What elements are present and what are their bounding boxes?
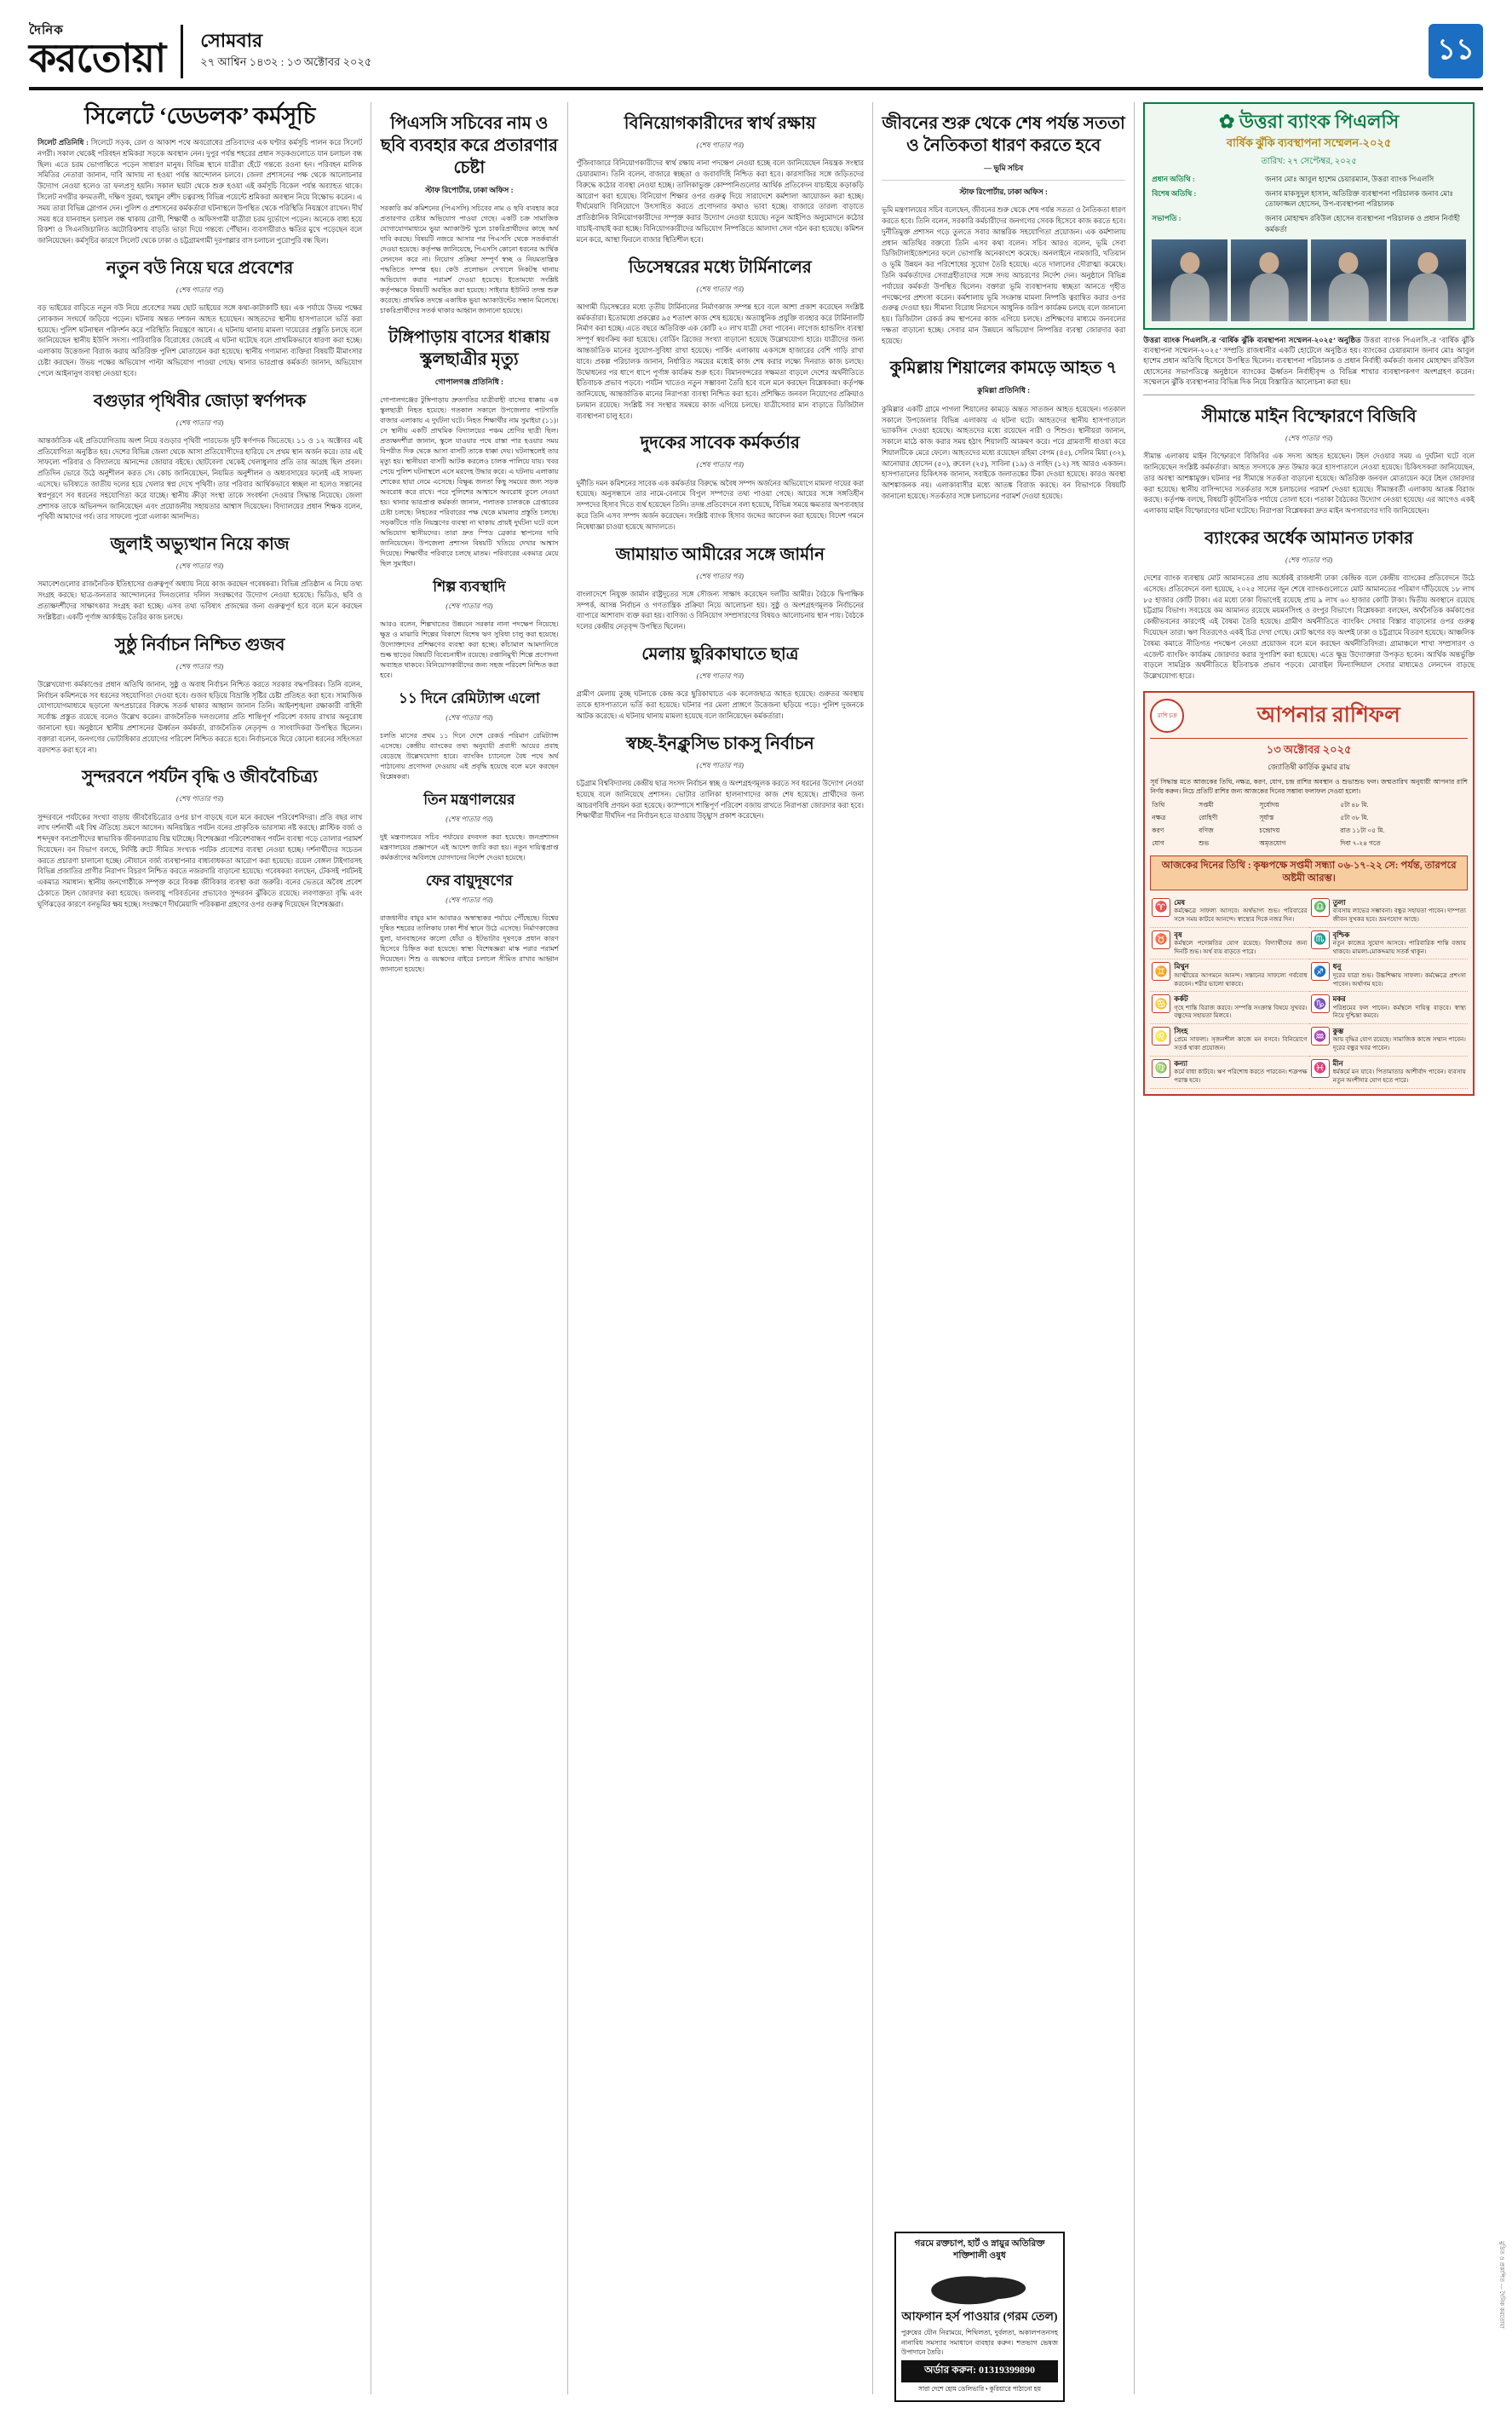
- event-title: বার্ষিক ঝুঁকি ব্যবস্থাপনা সম্মেলন-২০২৫: [1226, 136, 1392, 150]
- list-item: [1309, 992, 1468, 1024]
- scorpio-icon: ♏: [1311, 930, 1330, 949]
- byline: গোপালগঞ্জ প্রতিনিধি :: [434, 377, 503, 386]
- list-item: [1150, 959, 1308, 992]
- headline-psc-fraud: পিএসসি সচিবের নাম ও ছবি ব্যবহার করে প্রতারণার চেষ্টা: [380, 114, 558, 177]
- byline: স্টাফ রিপোর্টার, ঢাকা অফিস :: [959, 187, 1048, 196]
- issue-date: [183, 30, 371, 72]
- column-2: [371, 102, 566, 2394]
- article-text: দুর্নীতি দমন কমিশনের সাবেক এক কর্মকর্তার বিরুদ্ধে অবৈধ সম্পদ অর্জনের অভিযোগে মামলা দায়ের করা হয়েছে। অনুসন্ধানে তার নামে-বেনামে বিপুল সম্পদের তথ্য পাওয়া গেছে। আয়ের সঙ্গে সঙ্গতিহীন সম্পদের হিসাব দিতে ব্যর্থ হয়েছেন তিনি। তদন্ত প্রতিবেদনে বলা হয়েছে, বিভিন্ন সময়ে ক্ষমতার অপব্যবহার করে তিনি এসব সম্পদ অর্জন করেছেন। সংশ্লিষ্ট ব্যাংক হিসাব জব্দের আবেদন করা হয়েছে। বিদেশ গমনে নিষেধাজ্ঞা চাওয়া হয়েছে আদালতে।: [576, 479, 865, 531]
- jump-line: (শেষ পাতার পর): [175, 661, 224, 671]
- horse-illustration-icon: [925, 2266, 1035, 2307]
- sign-name: সিংহ: [1174, 1028, 1188, 1035]
- meta-key: তিথি: [1152, 800, 1165, 809]
- headline-jackal-bite: কুমিল্লায় শিয়ালের কামড়ে আহত ৭: [889, 359, 1118, 378]
- list-item: [1150, 928, 1308, 960]
- article-text: ভূমি মন্ত্রণালয়ের সচিব বলেছেন, জীবনের শুরু থেকে শেষ পর্যন্ত সততা ও নৈতিকতা ধারণ করতে হবে। তিনি বলেন, সরকারি কর্মচারীদের জনগণের সেবক হিসেবে কাজ করতে হবে। দুর্নীতিমুক্ত প্রশাসন গড়ে তুলতে সবার আন্তরিক সহযোগিতা প্রয়োজন। এক কর্মশালায় প্রধান অতিথির বক্তব্যে তিনি এসব কথা বলেন। সচিব আরও বলেন, ভূমি সেবা ডিজিটালাইজেশনের ফলে ভোগান্তি অনেকাংশে কমেছে। অনলাইনে নামজারি, খতিয়ান ও ভূমি উন্নয়ন কর পরিশোধের সুযোগ তৈরি হয়েছে। এতে দালালের দৌরাত্ম্য কমেছে। তিনি কর্মকর্তাদের সেবাগ্রহীতাদের সঙ্গে সদয় আচরণের নির্দেশ দেন। অনুষ্ঠানে বিভিন্ন পর্যায়ের কর্মকর্তা উপস্থিত ছিলেন। বক্তারা ভূমি ব্যবস্থাপনায় স্বচ্ছতা আনতে গৃহীত পদক্ষেপের প্রশংসা করেন। কর্মশালায় ভূমি সংক্রান্ত মামলা নিষ্পত্তি ত্বরান্বিত করার ওপর গুরুত্ব দেওয়া হয়। সীমানা বিরোধ নিরসনে আধুনিক জরিপ কার্যক্রম চলছে বলে জানানো হয়। ডিজিটাল রেকর্ড রুম স্থাপনের কাজ এগিয়ে চলছে। প্রশিক্ষণের মাধ্যমে জনবলের দক্ষতা বাড়ানো হচ্ছে। সেবার মান উন্নয়নে অভিযোগ নিষ্পত্তির ব্যবস্থা জোরদার করা হয়েছে।: [882, 206, 1126, 345]
- guest-row: [1152, 174, 1466, 184]
- guest-value: জনাব মোঃ আবুল হাশেম চেয়ারম্যান, উত্তরা ব্যাংক পিএলসি: [1265, 175, 1434, 184]
- article-text: চট্টগ্রাম বিশ্ববিদ্যালয় কেন্দ্রীয় ছাত্র সংসদ নির্বাচন স্বচ্ছ ও অংশগ্রহণমূলক করতে সব ধরনের উদ্যোগ নেওয়া হয়েছে বলে জানিয়েছে প্রশাসন। ভোটার তালিকা হালনাগাদের কাজ শেষ হয়েছে। প্রার্থীদের জন্য আচরণবিধি প্রণয়ন করা হয়েছে। ক্যাম্পাসে শান্তিপূর্ণ পরিবেশ বজায় রাখতে নিরাপত্তা জোরদার করা হবে। শিক্ষার্থীরা দীর্ঘদিন পর নির্বাচন হতে যাওয়ায় উচ্ছ্বাস প্রকাশ করেছেন।: [576, 780, 865, 821]
- horoscope-date: ১৩ অক্টোবর ২০২৫: [1266, 742, 1352, 756]
- cancer-icon: ♋: [1152, 994, 1170, 1013]
- article-body: [37, 138, 362, 247]
- column-1: [29, 102, 371, 2394]
- meta-key2: অমৃতযোগ: [1259, 838, 1286, 847]
- sign-text-wrap: [1333, 930, 1466, 957]
- guest-label: বিশেষ অতিথি :: [1152, 189, 1197, 199]
- sign-prediction: ধর্মকর্মে মন যাবে। পিতামাতার আশীর্বাদ পাবেন। ব্যবসায় নতুন অংশীদার যোগ হতে পারে।: [1332, 1069, 1466, 1084]
- guest-value: জনাব মাকসুদুল হাসান, অতিরিক্ত ব্যবস্থাপনা পরিচালক জনাব মোঃ তোফাজ্জল হোসেন, উপ-ব্যবস্থাপনা পরিচালক: [1265, 189, 1454, 209]
- list-item: [1150, 1024, 1308, 1057]
- meta-key: নক্ষত্র: [1152, 813, 1166, 821]
- subhead-sundarban: সুন্দরবনে পর্যটন বৃদ্ধি ও জীববৈচিত্র্য: [82, 768, 318, 787]
- speaker-photo: [1152, 239, 1227, 321]
- headline-air-pollution: ফের বায়ুদূষণের: [425, 873, 513, 890]
- meta-value2: রাত ১১টা ০৫ মি.: [1340, 826, 1385, 834]
- meta-value: রোহিণী: [1199, 813, 1218, 821]
- sign-name: মকর: [1332, 995, 1346, 1004]
- logo-kicker: দৈনিক: [29, 23, 64, 37]
- meta-key2: চন্দ্রোদয়: [1259, 826, 1280, 834]
- speaker-photo: [1390, 239, 1466, 321]
- headline-dudok: দুদকের সাবেক কর্মকর্তার: [640, 434, 800, 453]
- headline-bus-accident: টঙ্গিপাড়ায় বাসের ধাক্কায় স্কুলছাত্রীর মৃত্যু: [388, 328, 550, 369]
- subhead-july-uprising: জুলাই অভ্যুত্থান নিয়ে কাজ: [110, 535, 290, 555]
- logo-title: করতোয়া: [29, 36, 166, 80]
- headline-honesty: জীবনের শুরু থেকে শেষ পর্যন্ত সততা ও নৈতিকতা ধারণ করতে হবে: [882, 114, 1125, 155]
- guest-label: প্রধান অতিথি :: [1152, 175, 1195, 184]
- meta-key2: সূর্যাস্ত: [1259, 813, 1274, 821]
- headline-mela-stabbing: মেলায় ছুরিকাঘাতে ছাত্র: [641, 645, 799, 664]
- jump-line: (শেষ পাতার পর): [696, 141, 744, 149]
- guest-label: সভাপতি :: [1152, 214, 1181, 223]
- table-row: [1150, 838, 1468, 850]
- headline-ministries: তিন মন্ত্রণালয়ের: [423, 792, 515, 809]
- horoscope-tithi-band: আজকের দিনের তিথি : কৃষ্ণপক্ষে সপ্তমী সন্ধ্যা ০৬-১৭-২২ সে: পর্যন্ত, তারপরে অষ্টমী আরম্ভ।: [1150, 855, 1468, 890]
- article-text: সিলেটে সড়ক, রেল ও আকাশ পথে অবরোধের প্রতিবাদের এক ঘণ্টার কর্মসূচি পালন করে সিলেট নগরী। সকাল থেকেই পরিবহন শ্রমিকরা সড়কে অবস্থান নেন। দুপুর পর্যন্ত শহরের প্রধান সড়কগুলোতে যান চলাচল বন্ধ ছিল। এতে চরম ভোগান্তিতে পড়েন সাধারণ মানুষ। বিভিন্ন স্থানে যাত্রীরা হেঁটে গন্তব্যে রওনা হন। পরিবহন মালিক সমিতির নেতারা জানান, দাবি আদায় না হওয়া পর্যন্ত আন্দোলন চলবে। জেলা প্রশাসনের পক্ষ থেকে আলোচনার উদ্যোগ নেওয়া হলেও তা ফলপ্রসূ হয়নি। সকাল ছয়টা থেকে শুরু হওয়া এই কর্মসূচি বিকেল পর্যন্ত অব্যাহত থাকে। সিলেট নগরীর কদমতলী, দক্ষিণ সুরমা, হুমায়ুন রশীদ চত্বরসহ বিভিন্ন পয়েন্টে শ্রমিকরা অবস্থান নিয়ে বিক্ষোভ করেন। এ সময় তারা বিভিন্ন স্লোগান দেন। পুলিশ ও প্রশাসনের কর্মকর্তারা ঘটনাস্থলে উপস্থিত থেকে পরিস্থিতি নিয়ন্ত্রণে রাখেন। দীর্ঘ সময় ধরে যানবাহন চলাচল বন্ধ থাকায় রোগী, শিক্ষার্থী ও অফিসগামী যাত্রীরা চরম দুর্ভোগে পড়েন। অনেকে বাধ্য হয়ে রিকশা ও সিএনজিচালিত অটোরিকশায় বাড়তি ভাড়া দিয়ে গন্তব্যে পৌঁছান। ব্যবসায়ীরাও ক্ষতির মুখে পড়েছেন বলে জানিয়েছেন। কর্মসূচির কারণে সিলেট থেকে ঢাকা ও চট্টগ্রামগামী দূরপাল্লার বাস চলাচল পুরোপুরি বন্ধ ছিল।: [37, 139, 363, 245]
- jump-line: (শেষ পাতার পর): [696, 460, 744, 469]
- headline-investors: বিনিয়োগকারীদের স্বার্থ রক্ষায়: [624, 114, 816, 133]
- byline: কুমিল্লা প্রতিনিধি :: [977, 386, 1031, 395]
- column-3: [567, 102, 872, 2394]
- horoscope-title: আপনার রাশিফল: [1256, 703, 1400, 727]
- issue-date-line: ২৭ আশ্বিন ১৪৩২ : ১৩ অক্টোবর ২০২৫: [200, 55, 372, 69]
- classified-advertisement[interactable]: [894, 2232, 1065, 2402]
- jump-line: (শেষ পাতার পর): [175, 562, 224, 571]
- article-text: সরকারি কর্ম কমিশনের (পিএসসি) সচিবের নাম ও ছবি ব্যবহার করে প্রতারণার চেষ্টার অভিযোগ পাওয়া গেছে। একটি চক্র সামাজিক যোগাযোগমাধ্যমে ভুয়া অ্যাকাউন্ট খুলে চাকরিপ্রার্থীদের কাছে অর্থ দাবি করছে। বিষয়টি নজরে আসার পর পিএসসি থেকে সতর্কবার্তা দেওয়া হয়েছে। কর্তৃপক্ষ জানিয়েছে, পিএসসি কোনো ধরনের আর্থিক লেনদেন করে না। নিয়োগ প্রক্রিয়া সম্পূর্ণ স্বচ্ছ ও নিয়মতান্ত্রিক পদ্ধতিতে সম্পন্ন হয়। কেউ প্রলোভন দেখালে নিকটস্থ থানায় অভিযোগ করার পরামর্শ দেওয়া হয়েছে। ইতোমধ্যে সংশ্লিষ্ট কর্তৃপক্ষকে বিষয়টি অবহিত করা হয়েছে। সাইবার ইউনিট তদন্ত শুরু করেছে। প্রাথমিক তদন্তে একাধিক ভুয়া অ্যাকাউন্টের সন্ধান মিলেছে। চাকরিপ্রার্থীদের সতর্ক থাকার আহ্বান জানানো হয়েছে।: [380, 205, 559, 314]
- sign-name: মেষ: [1174, 898, 1185, 907]
- list-item: [1309, 928, 1468, 960]
- page-title: সিলেটে ‘ডেডলক’ কর্মসূচি: [84, 103, 315, 129]
- taurus-icon: ♉: [1152, 930, 1170, 949]
- sign-name: ধনু: [1332, 963, 1342, 971]
- sign-name: কন্যা: [1174, 1059, 1188, 1068]
- libra-icon: ♎: [1311, 898, 1330, 917]
- bank-advertisement[interactable]: [1143, 102, 1475, 330]
- article-text: গোপালগঞ্জের টুঙ্গিপাড়ায় দ্রুতগতির যাত্রীবাহী বাসের ধাক্কায় এক স্কুলছাত্রী নিহত হয়েছে। গতকাল সকালে উপজেলার পাটগাতি বাজার এলাকায় এ দুর্ঘটনা ঘটে। নিহত শিক্ষার্থীর নাম সুমাইয়া (১১)। সে স্থানীয় একটি প্রাথমিক বিদ্যালয়ের পঞ্চম শ্রেণির ছাত্রী ছিল। প্রত্যক্ষদর্শীরা জানান, স্কুলে যাওয়ার পথে রাস্তা পার হওয়ার সময় বিপরীত দিক থেকে আসা বাসটি তাকে ধাক্কা দেয়। ঘটনাস্থলেই তার মৃত্যু হয়। স্থানীয়রা বাসটি আটক করলেও চালক পালিয়ে যায়। খবর পেয়ে পুলিশ ঘটনাস্থলে এসে মরদেহ উদ্ধার করে। এ ঘটনায় এলাকায় শোকের ছায়া নেমে এসেছে। বিক্ষুব্ধ জনতা কিছু সময়ের জন্য সড়ক অবরোধ করে রাখে। পরে পুলিশের আশ্বাসে অবরোধ তুলে নেওয়া হয়। থানার ভারপ্রাপ্ত কর্মকর্তা জানান, পলাতক চালককে গ্রেপ্তারের চেষ্টা চলছে। নিহতের পরিবারের পক্ষ থেকে মামলার প্রস্তুতি চলছে। সড়কটিতে গতি নিয়ন্ত্রণের ব্যবস্থা না থাকায় প্রায়ই দুর্ঘটনা ঘটে বলে অভিযোগ স্থানীয়দের। তারা দ্রুত স্পিড ব্রেকার স্থাপনের দাবি জানিয়েছেন। উপজেলা প্রশাসন বিষয়টি খতিয়ে দেখার আশ্বাস দিয়েছে। শিক্ষার্থীর পরিবারে চলছে মাতম। পরিবারের একমাত্র মেয়ে ছিল সুমাইয়া।: [380, 396, 559, 567]
- horoscope-meta-table: [1150, 799, 1468, 850]
- headline-bank-deposit: ব্যাংকের অর্ধেক আমানত ঢাকার: [1204, 528, 1414, 548]
- sign-prediction: কর্মে বাধা কাটবে। ঋণ পরিশোধ করতে পারবেন। শত্রুপক্ষ পরাস্ত হবে।: [1174, 1069, 1308, 1084]
- virgo-icon: ♍: [1152, 1059, 1170, 1078]
- sign-text-wrap: [1174, 898, 1307, 925]
- ad-phone-button[interactable]: অর্ডার করুন: 01319399890: [901, 2360, 1058, 2382]
- leo-icon: ♌: [1152, 1027, 1170, 1046]
- list-item: [1150, 896, 1308, 928]
- jump-line: (শেষ পাতার পর): [446, 896, 493, 905]
- sign-prediction: কর্মস্থলে পদোন্নতির যোগ রয়েছে। বিদ্যার্থীদের জন্য দিনটি শুভ। অর্থ ব্যয় বাড়তে পারে।: [1174, 940, 1308, 955]
- jump-line: (শেষ পাতার পর): [175, 285, 224, 294]
- sign-name: মীন: [1332, 1059, 1343, 1068]
- subhead-gold-medal: বগুড়ার পৃথিবীর জোড়া স্বর্ণপদক: [93, 391, 307, 411]
- photo-strip: [1152, 239, 1466, 321]
- sign-text-wrap: [1174, 962, 1307, 988]
- column-4: [872, 102, 1134, 2394]
- photo-caption: [1143, 335, 1475, 388]
- speaker-photo: [1311, 239, 1387, 321]
- sign-name: তুলা: [1332, 898, 1346, 907]
- article-text: আরও বলেন, শিল্পখাতের উন্নয়নে সরকার নানা পদক্ষেপ নিয়েছে। ক্ষুদ্র ও মাঝারি শিল্পের বিকাশে বিশেষ ঋণ সুবিধা চালু করা হয়েছে। উদ্যোক্তাদের প্রশিক্ষণের ব্যবস্থা করা হচ্ছে। কাঁচামাল আমদানিতে শুল্ক ছাড়ের বিষয়টি বিবেচনাধীন রয়েছে। রপ্তানিমুখী শিল্পে প্রণোদনা অব্যাহত থাকবে। বিনিয়োগকারীদের জন্য সহজ পরিবেশ নিশ্চিত করা হবে।: [380, 620, 559, 680]
- ad-description: পুরুষের যৌন নিরাময়ে, শিথিলতা, দুর্বলতা, অকালপতনসহ নানাবিধ সমস্যার সমাধানে ব্যবহার করুন। শতভাগ ভেষজ উপাদানে তৈরি।: [901, 2329, 1058, 2356]
- sign-prediction: আত্মীয়ের আগমনে আনন্দ। সন্তানের সাফল্যে গর্ববোধ করবেন। শরীর ভালো থাকবে।: [1174, 971, 1308, 988]
- sign-text-wrap: [1174, 1059, 1307, 1086]
- sign-text-wrap: [1333, 898, 1466, 925]
- sign-text-wrap: [1174, 994, 1307, 1021]
- list-item: [1309, 896, 1468, 928]
- headline-chaksu-election: স্বচ্ছ-ইনক্লুসিভ চাকসু নির্বাচন: [625, 734, 814, 753]
- sign-prediction: কর্মক্ষেত্রে সাফল্য আসবে। অর্থভাগ্য শুভ। পরিবারের সঙ্গে সময় কাটবে আনন্দে। স্বাস্থ্যের দিকে নজর দিন।: [1174, 907, 1308, 923]
- jump-line: (শেষ পাতার পর): [446, 602, 493, 611]
- meta-key: করণ: [1152, 826, 1164, 834]
- article-text: রাজধানীর বায়ুর মান আবারও অস্বাস্থ্যকর পর্যায়ে পৌঁছেছে। বিশ্বের দূষিত শহরের তালিকায় ঢাকা শীর্ষ স্থানে উঠে এসেছে। নির্মাণকাজের ধুলা, যানবাহনের কালো ধোঁয়া ও ইটভাটার দূষণকে প্রধান কারণ হিসেবে চিহ্নিত করা হয়েছে। স্বাস্থ্য বিশেষজ্ঞরা মাস্ক পরার পরামর্শ দিয়েছেন। শিশু ও বয়স্কদের বাইরে চলাচল সীমিত রাখার আহ্বান জানানো হয়েছে।: [380, 914, 559, 974]
- aries-icon: ♈: [1152, 898, 1170, 917]
- capricorn-icon: ♑: [1311, 994, 1330, 1013]
- headline-terminal: ডিসেম্বরের মধ্যে টার্মিনালের: [628, 257, 812, 277]
- jump-line: (শেষ পাতার পর): [696, 671, 744, 680]
- list-item: [1150, 1057, 1308, 1089]
- sign-text-wrap: [1174, 930, 1307, 957]
- subhead-new-bride: নতুন বউ নিয়ে ঘরে প্রবেশের: [106, 258, 294, 278]
- jump-line: (শেষ পাতার পর): [446, 713, 493, 723]
- article-text: দেশের ব্যাংক ব্যবস্থায় মোট আমানতের প্রায় অর্ধেকই রাজধানী ঢাকা কেন্দ্রিক বলে কেন্দ্রীয় ব্যাংকের প্রতিবেদনে উঠে এসেছে। প্রতিবেদনে বলা হয়েছে, ২০২৫ সালের জুন শেষে ব্যাংকগুলোতে মোট আমানতের পরিমাণ দাঁড়িয়েছে ১৮ লাখ ৮৫ হাজার কোটি টাকা। এর মধ্যে ঢাকা বিভাগেই রয়েছে প্রায় ৯ লাখ ৬০ হাজার কোটি টাকা। দ্বিতীয় অবস্থানে রয়েছে চট্টগ্রাম বিভাগ। সবচেয়ে কম আমানত রয়েছে ময়মনসিংহ ও রংপুর বিভাগে। বিশ্লেষকরা বলছেন, অর্থনৈতিক কর্মকাণ্ডের কেন্দ্রীভবনের কারণেই এই বৈষম্য তৈরি হয়েছে। গ্রামীণ অর্থনীতিতে ব্যাংকিং সেবার বিস্তার বাড়ানোর ওপর গুরুত্ব দিয়েছেন তারা। ঋণ বিতরণেও একই চিত্র দেখা গেছে। মোট ঋণের বড় অংশই ঢাকা ও চট্টগ্রামে বিতরণ হয়েছে। আঞ্চলিক বৈষম্য কমাতে নীতিগত পদক্ষেপ নেওয়া প্রয়োজন বলে মনে করছেন অর্থনীতিবিদরা। গ্রামাঞ্চলে শাখা সম্প্রসারণ ও এজেন্ট ব্যাংকিং কার্যক্রম জোরদার করার সুপারিশ করা হয়েছে। এতে ক্ষুদ্র উদ্যোক্তারা উপকৃত হবেন। আর্থিক অন্তর্ভুক্তি বাড়লে সামগ্রিক অর্থনীতিতে ইতিবাচক প্রভাব পড়বে। মোবাইল ফিন্যান্সিয়াল সেবার মাধ্যমেও লেনদেন বাড়ছে উল্লেখযোগ্য হারে।: [1143, 574, 1475, 681]
- article-text: উল্লেখযোগ্য কর্মকাণ্ডের প্রধান অতিথি জানান, সুষ্ঠু ও অবাধ নির্বাচন নিশ্চিত করতে সরকার বদ্ধপরিকর। তিনি বলেন, নির্বাচন কমিশনকে সব ধরনের সহযোগিতা দেওয়া হবে। গুজব ছড়িয়ে বিভ্রান্তি সৃষ্টির চেষ্টা প্রতিহত করা হবে। সামাজিক যোগাযোগমাধ্যমে ছড়ানো অপপ্রচারের বিরুদ্ধে সতর্ক থাকার আহ্বান জানান তিনি। আইনশৃঙ্খলা রক্ষাকারী বাহিনী সর্বোচ্চ প্রস্তুত রয়েছে বলেও উল্লেখ করেন। রাজনৈতিক দলগুলোর প্রতি শান্তিপূর্ণ পরিবেশ বজায় রাখার অনুরোধ জানানো হয়। অনুষ্ঠানে স্থানীয় প্রশাসনের ঊর্ধ্বতন কর্মকর্তা, রাজনৈতিক নেতৃবৃন্দ ও সাংবাদিকরা উপস্থিত ছিলেন। বক্তারা বলেন, জনগণের ভোটাধিকার প্রয়োগের পরিবেশ নিশ্চিত করতে হবে। নির্বাচনকে ঘিরে কোনো ধরনের সহিংসতা বরদাশত করা হবে না।: [37, 680, 363, 754]
- article-text: গ্রামীণ মেলায় তুচ্ছ ঘটনাকে কেন্দ্র করে ছুরিকাঘাতে এক কলেজছাত্র আহত হয়েছে। গুরুতর অবস্থায় তাকে হাসপাতালে ভর্তি করা হয়েছে। ঘটনার পর মেলা প্রাঙ্গণে উত্তেজনা ছড়িয়ে পড়ে। পুলিশ দুজনকে আটক করেছে। এ ঘটনায় থানায় মামলা হয়েছে বলে জানিয়েছেন কর্মকর্তারা।: [576, 690, 865, 720]
- article-text: বড় ভাইয়ের বাড়িতে নতুন বউ নিয়ে প্রবেশের সময় ছোট ভাইয়ের সঙ্গে কথা-কাটাকাটি হয়। এক পর্যায়ে উভয় পক্ষের লোকজন সংঘর্ষে জড়িয়ে পড়েন। ঘটনায় অন্তত দশজন আহত হয়েছেন। আহতদের স্থানীয় হাসপাতালে ভর্তি করা হয়েছে। পুলিশ ঘটনাস্থল পরিদর্শন করে পরিস্থিতি নিয়ন্ত্রণে আনে। এ ঘটনায় থানায় মামলা দায়েরের প্রস্তুতি চলছে বলে জানিয়েছেন স্থানীয় ইউপি সদস্য। পারিবারিক বিরোধের জেরেই এ ঘটনা ঘটেছে বলে প্রাথমিকভাবে ধারণা করা হচ্ছে। এলাকায় উত্তেজনা বিরাজ করায় অতিরিক্ত পুলিশ মোতায়েন করা হয়েছে। স্থানীয় গণ্যমান্য ব্যক্তিরা বিষয়টি মীমাংসার চেষ্টা করছেন। উভয় পক্ষের অভিযোগ পাল্টা অভিযোগ পাওয়া গেছে। থানার ভারপ্রাপ্ত কর্মকর্তা জানান, অভিযোগ পেলে আইনানুগ ব্যবস্থা নেওয়া হবে।: [37, 304, 363, 377]
- horoscope-header: [1150, 698, 1468, 739]
- sign-name: মিথুন: [1174, 963, 1189, 971]
- sign-text-wrap: [1333, 994, 1466, 1021]
- jump-line: (শেষ পাতার পর): [1285, 433, 1333, 442]
- horoscope-box: [1143, 691, 1475, 1096]
- sign-prediction: আয় বৃদ্ধির যোগ রয়েছে। সামাজিক কাজে সম্মান পাবেন। দূরের বন্ধুর খবর পাবেন।: [1332, 1036, 1466, 1052]
- meta-key: যোগ: [1152, 838, 1164, 847]
- article-text: আন্তর্জাতিক এই প্রতিযোগিতায় অংশ নিয়ে বগুড়ার পৃথিবী পারভেজ দুটি স্বর্ণপদক জিতেছে। ১১ ও ১২ অক্টোবর এই প্রতিযোগিতা অনুষ্ঠিত হয়। দেশের বিভিন্ন জেলা থেকে আসা প্রতিযোগীদের হারিয়ে সে প্রথম স্থান অর্জন করে। তার এই সাফল্যে পরিবার ও বিদ্যালয়ে আনন্দের জোয়ার বইছে। ছোটবেলা থেকেই খেলাধুলার প্রতি তার আগ্রহ ছিল প্রবল। প্রতিদিন ভোরে উঠে অনুশীলন করত সে। কোচ জানিয়েছেন, নিয়মিত অনুশীলন ও অধ্যবসায়ের ফলেই এই সাফল্য এসেছে। ভবিষ্যতে জাতীয় দলের হয়ে খেলার স্বপ্ন দেখে পৃথিবী। তার পরিবার আর্থিকভাবে স্বচ্ছল না হলেও সন্তানের স্বপ্নপূরণে সব ধরনের সহযোগিতা করে যাচ্ছে। স্থানীয় ক্রীড়া সংস্থা তাকে সংবর্ধনা দেওয়ার সিদ্ধান্ত নিয়েছে। জেলা প্রশাসক তাকে অভিনন্দন জানিয়েছেন এবং প্রয়োজনীয় সহায়তার আশ্বাস দিয়েছেন। বিদ্যালয়ের প্রধান শিক্ষক বলেন, পৃথিবী আমাদের গর্ব। তার সাফল্যে পুরো এলাকা আনন্দিত।: [37, 436, 363, 521]
- sign-prediction: ব্যবসায় লাভের সম্ভাবনা। বন্ধুর সহায়তা পাবেন। দাম্পত্য জীবন সুখকর হবে। ভ্রমণযোগ আছে।: [1332, 907, 1466, 923]
- meta-value: শুভ: [1199, 838, 1210, 847]
- sign-name: কর্কট: [1174, 995, 1188, 1004]
- ad-product-name: আফগান হর্স পাওয়ার (গরম তেল): [901, 2311, 1058, 2324]
- table-row: [1150, 812, 1468, 825]
- attribution: — ভূমি সচিব: [984, 164, 1024, 172]
- jump-line: (শেষ পাতার পর): [175, 418, 224, 427]
- horoscope-author: জ্যোতিষী কার্তিক কুমার রায়: [1268, 762, 1351, 771]
- guest-row: [1152, 213, 1466, 233]
- headline-bgb-mine: সীমান্তে মাইন বিস্ফোরণে বিজিবি: [1201, 406, 1417, 426]
- print-imprint: মুদ্রিত ও প্রকাশিত — দৈনিক করতোয়া: [1498, 2241, 1505, 2329]
- article-text: বাংলাদেশে নিযুক্ত জার্মান রাষ্ট্রদূতের সঙ্গে সৌজন্য সাক্ষাৎ করেছেন দলটির আমীর। বৈঠকে দ্বিপাক্ষিক সম্পর্ক, আসন্ন নির্বাচন ও গণতান্ত্রিক প্রক্রিয়া নিয়ে আলোচনা হয়। সুষ্ঠু ও অংশগ্রহণমূলক নির্বাচনের ব্যাপারে আশাবাদ ব্যক্ত করা হয়। বাণিজ্য ও বিনিয়োগ সম্প্রসারণের বিষয়ও আলোচনায় স্থান পায়। বৈঠকে দলের কেন্দ্রীয় নেতৃবৃন্দ উপস্থিত ছিলেন।: [576, 590, 865, 631]
- sign-text-wrap: [1333, 1027, 1466, 1053]
- ad-delivery-note: সারা দেশে হোম ডেলিভারি • কুরিয়ারে পাঠানো হয়: [918, 2385, 1041, 2393]
- article-text: সমাবেশগুলোর রাজনৈতিক ইতিহাসের গুরুত্বপূর্ণ অধ্যায় নিয়ে কাজ করছেন গবেষকরা। বিভিন্ন প্রতিষ্ঠান এ নিয়ে তথ্য সংগ্রহ করছে। ছাত্র-জনতার আন্দোলনের দিনগুলোর দলিল সংরক্ষণের উদ্যোগ নেওয়া হয়েছে। ভিডিও, ছবি ও প্রত্যক্ষদর্শীদের সাক্ষাৎকার সংগ্রহ করা হচ্ছে। এসব তথ্য ভবিষ্যৎ প্রজন্মের জন্য গুরুত্বপূর্ণ হবে বলে মনে করছেন সংশ্লিষ্টরা। একটি পূর্ণাঙ্গ আর্কাইভ তৈরির কাজ চলছে।: [37, 580, 363, 621]
- sign-text-wrap: [1333, 1059, 1466, 1086]
- sign-name: বৃষ: [1174, 930, 1182, 939]
- pisces-icon: ♓: [1311, 1059, 1330, 1078]
- list-item: [1150, 992, 1308, 1024]
- caption-body: উত্তরা ব্যাংক পিএলসি.-র ‘বার্ষিক ঝুঁকি ব্যবস্থাপনা সম্মেলন-২০২৫’ সম্প্রতি রাজধানীর একটি হোটেলে অনুষ্ঠিত হয়। ব্যাংকের চেয়ারম্যান জনাব মোঃ আবুল হাশেম প্রধান অতিথি হিসেবে উপস্থিত ছিলেন। ব্যবস্থাপনা পরিচালক ও প্রধান নির্বাহী কর্মকর্তা জনাব মোহাম্মদ রবিউল হোসেনের সভাপতিত্বে অনুষ্ঠানে ব্যাংকের ঊর্ধ্বতন নির্বাহীবৃন্দ ও বিভিন্ন শাখার ব্যবস্থাপকগণ অংশগ্রহণ করেন। সম্মেলনে ঝুঁকি ব্যবস্থাপনার বিভিন্ন দিক নিয়ে বিস্তারিত আলোচনা করা হয়।: [1143, 335, 1475, 387]
- sign-prediction: দূরের যাত্রা শুভ। উচ্চশিক্ষায় সাফল্য। কর্মক্ষেত্রে প্রশংসা পাবেন। অর্থাগম হবে।: [1332, 971, 1466, 988]
- zodiac-sign-list: [1150, 896, 1468, 1089]
- sign-prediction: প্রেমে সাফল্য। সৃজনশীল কাজে মন বসবে। বিনিয়োগে সতর্ক থাকা প্রয়োজন।: [1174, 1036, 1308, 1052]
- jump-line: (শেষ পাতার পর): [696, 284, 744, 293]
- headline-jamaat-german: জামায়াত আমীরের সঙ্গে জার্মান: [615, 544, 825, 564]
- meta-value2: ৫টা ৩৮ মি.: [1340, 813, 1369, 821]
- subhead-fair-election: সুষ্ঠু নির্বাচন নিশ্চিত গুজব: [114, 635, 285, 654]
- article-text: সুন্দরবনে পর্যটকের সংখ্যা বাড়ায় জীববৈচিত্র্যের ওপর চাপ বাড়ছে বলে মনে করছেন পরিবেশবিদরা। প্রতি বছর লাখ লাখ দর্শনার্থী এই বিশ্ব ঐতিহ্যে ভ্রমণে আসেন। অনিয়ন্ত্রিত পর্যটন বনের প্রাকৃতিক ভারসাম্য নষ্ট করছে। প্লাস্টিক বর্জ্য ও শব্দদূষণ বন্যপ্রাণীদের স্বাভাবিক জীবনযাত্রায় বিঘ্ন ঘটাচ্ছে। বিশেষজ্ঞরা পরিবেশবান্ধব পর্যটন ব্যবস্থা গড়ে তোলার পরামর্শ দিয়েছেন। বন বিভাগ বলছে, নির্দিষ্ট রুটে সীমিত সংখ্যক পর্যটক প্রবেশের ব্যবস্থা নেওয়া হচ্ছে। দর্শনার্থীদের সচেতন করতে প্রচারণা চালানো হচ্ছে। নৌযানে বর্জ্য ব্যবস্থাপনার বাধ্যবাধকতা আরোপ করা হয়েছে। রয়েল বেঙ্গল টাইগারসহ বিভিন্ন প্রজাতির প্রাণীর নিরাপদ বিচরণ নিশ্চিত করতে নজরদারি বাড়ানো হয়েছে। গবেষকরা বলছেন, টেকসই পর্যটনই একমাত্র সমাধান। স্থানীয় জনগোষ্ঠীকে সম্পৃক্ত করে বিকল্প জীবিকার ব্যবস্থা করা জরুরি। বনের ভেতরে অবৈধ প্রবেশ ঠেকাতে টহল জোরদার করা হয়েছে। জলবায়ু পরিবর্তনের প্রভাবেও সুন্দরবন ঝুঁকিতে রয়েছে। লবণাক্ততা বৃদ্ধি এবং ঘূর্ণিঝড়ের কারণে বনভূমির ক্ষয় হচ্ছে। সংরক্ষণে দীর্ঘমেয়াদি পরিকল্পনা গ্রহণের ওপর গুরুত্ব দিয়েছেন বিশেষজ্ঞরা।: [37, 813, 363, 908]
- article-text: দুই মন্ত্রণালয়ের সচিব পর্যায়ের রদবদল করা হয়েছে। জনপ্রশাসন মন্ত্রণালয়ের প্রজ্ঞাপনে এই আদেশ জারি করা হয়। নতুন দায়িত্বপ্রাপ্ত কর্মকর্তাদের অবিলম্বে যোগদানের নির্দেশ দেওয়া হয়েছে।: [380, 833, 559, 862]
- newspaper-logo: [29, 25, 183, 78]
- flower-logo-icon: ✿: [1218, 111, 1235, 132]
- zodiac-seal-icon: রাশি চক্র: [1150, 699, 1184, 733]
- headline-industry: শিল্প ব্যবস্থাদি: [433, 579, 506, 595]
- guest-row: [1152, 188, 1466, 209]
- gemini-icon: ♊: [1152, 962, 1170, 981]
- headline-remittance: ১১ দিনে রেমিট্যান্স এলো: [398, 690, 540, 707]
- meta-key2: সূর্যোদয়: [1259, 800, 1279, 809]
- sign-name: কুম্ভ: [1332, 1028, 1344, 1035]
- sagittarius-icon: ♐: [1311, 962, 1330, 981]
- article-columns: [29, 102, 1483, 2394]
- meta-value2: দিবা ৭-২৪ গতে: [1340, 838, 1381, 847]
- sign-prediction: নতুন কাজের সুযোগ আসবে। পারিবারিক শান্তি বজায় থাকবে। মামলা-মোকদ্দমায় সতর্ক থাকুন।: [1332, 940, 1466, 955]
- article-text: কুমিল্লার একটি গ্রামে পাগলা শিয়ালের কামড়ে অন্তত সাতজন আহত হয়েছেন। গতকাল সকালে উপজেলার বিভিন্ন এলাকায় এ ঘটনা ঘটে। আহতদের স্থানীয় হাসপাতালে ভ্যাকসিন দেওয়া হয়েছে। আহতদের মধ্যে রয়েছেন নারী ও শিশুও। স্থানীয়রা জানান, সকালে মাঠে কাজ করার সময় হঠাৎ শিয়ালটি আক্রমণ করে। পরে গ্রামবাসী ধাওয়া করে শিয়ালটিকে মেরে ফেলে। আহতদের মধ্যে রয়েছেন রহিমা বেগম (৪৫), সেলিম মিয়া (৩২), আনোয়ার হোসেন (৫০), রুবেল (২৫), সাবিনা (১৯) ও নাহিদ (১২) সহ আরও একজন। হাসপাতালের চিকিৎসক জানান, সবাইকে জলাতঙ্কের টিকা দেওয়া হয়েছে। কারও অবস্থা আশঙ্কাজনক নয়। এলাকাবাসীর মধ্যে আতঙ্ক বিরাজ করছে। বন বিভাগকে বিষয়টি জানানো হয়েছে। সতর্কতার সঙ্গে চলাচলের পরামর্শ দেওয়া হয়েছে।: [882, 405, 1126, 500]
- aquarius-icon: ♒: [1311, 1027, 1330, 1046]
- sign-prediction: গৃহে শান্তি বিরাজ করবে। সম্পত্তি সংক্রান্ত বিষয়ে সুখবর। বন্ধুদের সহায়তা মিলবে।: [1174, 1004, 1308, 1020]
- speaker-photo: [1231, 239, 1307, 321]
- issue-day: সোমবার: [200, 29, 263, 51]
- jump-line: (শেষ পাতার পর): [696, 571, 744, 580]
- bank-name-text: উত্তরা ব্যাংক পিএলসি: [1239, 111, 1400, 132]
- meta-value: বণিজ: [1199, 826, 1214, 834]
- bank-name: [1152, 111, 1466, 133]
- jump-line: (শেষ পাতার পর): [175, 794, 224, 804]
- caption-title: উত্তরা ব্যাংক পিএলসি.-র ‘বার্ষিক ঝুঁকি ব্যবস্থাপনা সম্মেলন-২০২৫’ অনুষ্ঠিত: [1143, 335, 1361, 344]
- masthead: [29, 24, 1483, 90]
- table-row: [1150, 799, 1468, 812]
- page-number-badge: ১১: [1429, 24, 1483, 78]
- sign-text-wrap: [1174, 1027, 1307, 1053]
- sign-text-wrap: [1333, 962, 1466, 988]
- meta-value: সপ্তমী: [1199, 800, 1214, 809]
- list-item: [1309, 1024, 1468, 1057]
- event-date: তারিখ: ২৭ সেপ্টেম্বর, ২০২৫: [1261, 157, 1357, 167]
- article-text: চলতি মাসের প্রথম ১১ দিনে দেশে রেকর্ড পরিমাণ রেমিট্যান্স এসেছে। কেন্দ্রীয় ব্যাংকের তথ্য অনুযায়ী প্রবাসী আয়ের প্রবাহ বেড়েছে উল্লেখযোগ্য হারে। ব্যাংকিং চ্যানেলে বৈধ পথে অর্থ পাঠানোয় প্রণোদনা দেওয়ায় এই প্রবৃদ্ধি হয়েছে বলে মনে করছেন বিশ্লেষকরা।: [380, 732, 559, 781]
- meta-value2: ৫টা ৪৮ মি.: [1340, 800, 1369, 809]
- list-item: [1309, 959, 1468, 992]
- guest-value: জনাব মোহাম্মদ রবিউল হোসেন ব্যবস্থাপনা পরিচালক ও প্রধান নির্বাহী কর্মকর্তা: [1265, 214, 1461, 233]
- sign-prediction: পরিশ্রমের ফল পাবেন। কর্মস্থলে দায়িত্ব বাড়বে। স্বাস্থ্য নিয়ে দুশ্চিন্তা কমবে।: [1332, 1004, 1466, 1020]
- horoscope-note: সূর্য সিদ্ধান্ত মতে আজকের তিথি, নক্ষত্র, করণ, যোগ, চন্দ্র রাশির অবস্থান ও শুভাশুভ ফল। জন্মতারিখ অনুযায়ী আপনার রাশি নির্ণয় করুন। নিচে প্রতিটি রাশির জন্য আজকের দিনের সম্ভাব্য ফলাফল দেওয়া হলো।: [1150, 777, 1468, 795]
- article-text: পুঁজিবাজারে বিনিয়োগকারীদের স্বার্থ রক্ষায় নানা পদক্ষেপ নেওয়া হচ্ছে বলে জানিয়েছেন নিয়ন্ত্রক সংস্থার চেয়ারম্যান। তিনি বলেন, বাজারে স্বচ্ছতা ও জবাবদিহি নিশ্চিত করা হবে। কারসাজির সঙ্গে জড়িতদের বিরুদ্ধে কঠোর ব্যবস্থা নেওয়া হচ্ছে। তালিকাভুক্ত কোম্পানিগুলোর আর্থিক প্রতিবেদন যাচাইয়ে কড়াকড়ি আরোপ করা হয়েছে। বিনিয়োগ শিক্ষার ওপর গুরুত্ব দিয়ে সারাদেশে কর্মশালা আয়োজন করা হচ্ছে। দীর্ঘমেয়াদি বিনিয়োগে উৎসাহিত করতে প্রণোদনার কথাও ভাবা হচ্ছে। বাজারে তারল্য বাড়াতে প্রাতিষ্ঠানিক বিনিয়োগকারীদের সম্পৃক্ত করার উদ্যোগ নেওয়া হয়েছে। নতুন আইপিও অনুমোদনে কঠোর যাচাই-বাছাই করা হচ্ছে। বিনিয়োগকারীদের অভিযোগ নিষ্পত্তিতে আলাদা সেল গঠন করা হয়েছে। কমিশন মনে করে, আস্থা ফিরলে বাজার স্থিতিশীল হবে।: [576, 159, 865, 244]
- list-item: [1309, 1057, 1468, 1089]
- article-lead: সিলেট প্রতিনিধি :: [37, 139, 89, 147]
- table-row: [1150, 825, 1468, 838]
- column-5: [1134, 102, 1483, 2394]
- article-text: আগামী ডিসেম্বরের মধ্যে তৃতীয় টার্মিনালের নির্মাণকাজ সম্পন্ন হবে বলে আশা প্রকাশ করেছেন সংশ্লিষ্ট কর্মকর্তারা। ইতোমধ্যে প্রকল্পের ৯৫ শতাংশ কাজ শেষ হয়েছে। অত্যাধুনিক প্রযুক্তি ব্যবহার করে টার্মিনালটি নির্মাণ করা হচ্ছে। এতে বছরে অতিরিক্ত এক কোটি ২০ লাখ যাত্রী সেবা পাবেন। লাগেজ হ্যান্ডলিং ব্যবস্থা সম্পূর্ণ স্বয়ংক্রিয় করা হয়েছে। বোর্ডিং ব্রিজের সংখ্যা বাড়ানো হয়েছে উল্লেখযোগ্য হারে। যাত্রীদের জন্য আন্তর্জাতিক মানের সুযোগ-সুবিধা রাখা হয়েছে। পার্কিং এলাকায় একসঙ্গে হাজারের বেশি গাড়ি রাখা যাবে। প্রকল্প পরিচালক জানান, নির্ধারিত সময়ের মধ্যেই কাজ শেষ করার লক্ষ্যে দিনরাত কাজ চলছে। উদ্বোধনের পর ধাপে ধাপে পূর্ণাঙ্গ কার্যক্রম শুরু হবে। বিমানবন্দরের সক্ষমতা বাড়লে দেশের অর্থনীতিতে ইতিবাচক প্রভাব পড়বে। পর্যটন খাতেও নতুন সম্ভাবনা তৈরি হবে বলে মনে করছেন বিশ্লেষকরা। কর্তৃপক্ষ জানিয়েছে, আন্তর্জাতিক মানের নিরাপত্তা ব্যবস্থা নিশ্চিত করা হবে। প্রশিক্ষিত জনবল নিয়োগের প্রক্রিয়াও চলমান রয়েছে। সংশ্লিষ্ট সব সংস্থার সমন্বয়ে কাজ এগিয়ে চলছে। যাত্রীসেবার মান বাড়াতে ডিজিটাল ব্যবস্থাপনা চালু হবে।: [576, 302, 865, 420]
- ad-tagline: গরমে রক্তচাপ, হার্ট ও স্নায়ুর অতিরিক্ত শক্তিশালী ওষুধ: [914, 2238, 1045, 2261]
- jump-line: (শেষ পাতার পর): [1285, 555, 1333, 564]
- byline: স্টাফ রিপোর্টার, ঢাকা অফিস :: [425, 186, 514, 194]
- sign-name: বৃশ্চিক: [1332, 930, 1350, 939]
- divider: [882, 180, 1125, 181]
- jump-line: (শেষ পাতার পর): [696, 760, 744, 769]
- jump-line: (শেষ পাতার পর): [446, 815, 493, 824]
- article-text: সীমান্ত এলাকায় মাইন বিস্ফোরণে বিজিবির এক সদস্য আহত হয়েছেন। টহল দেওয়ার সময় এ দুর্ঘটনা ঘটে বলে জানিয়েছেন সংশ্লিষ্ট কর্মকর্তারা। আহত সদস্যকে দ্রুত উদ্ধার করে হাসপাতালে নেওয়া হয়েছে। চিকিৎসকরা জানিয়েছেন, তার অবস্থা আশঙ্কামুক্ত। ঘটনার পর সীমান্তে সতর্কতা বাড়ানো হয়েছে। অতিরিক্ত জনবল মোতায়েন করে টহল জোরদার করা হয়েছে। স্থানীয় বাসিন্দাদের সতর্কতার সঙ্গে চলাচলের পরামর্শ দেওয়া হয়েছে। সীমান্তবর্তী এলাকায় আতঙ্ক বিরাজ করছে। কর্তৃপক্ষ বলছে, বিষয়টি কূটনৈতিক পর্যায়ে তোলা হবে। পতাকা বৈঠকের উদ্যোগ নেওয়া হয়েছে। এর আগেও একই এলাকায় মাইন বিস্ফোরণের ঘটনা ঘটেছে। নিরাপত্তা বিশ্লেষকরা দ্রুত মাইন অপসারণের দাবি জানিয়েছেন।: [1143, 452, 1475, 516]
